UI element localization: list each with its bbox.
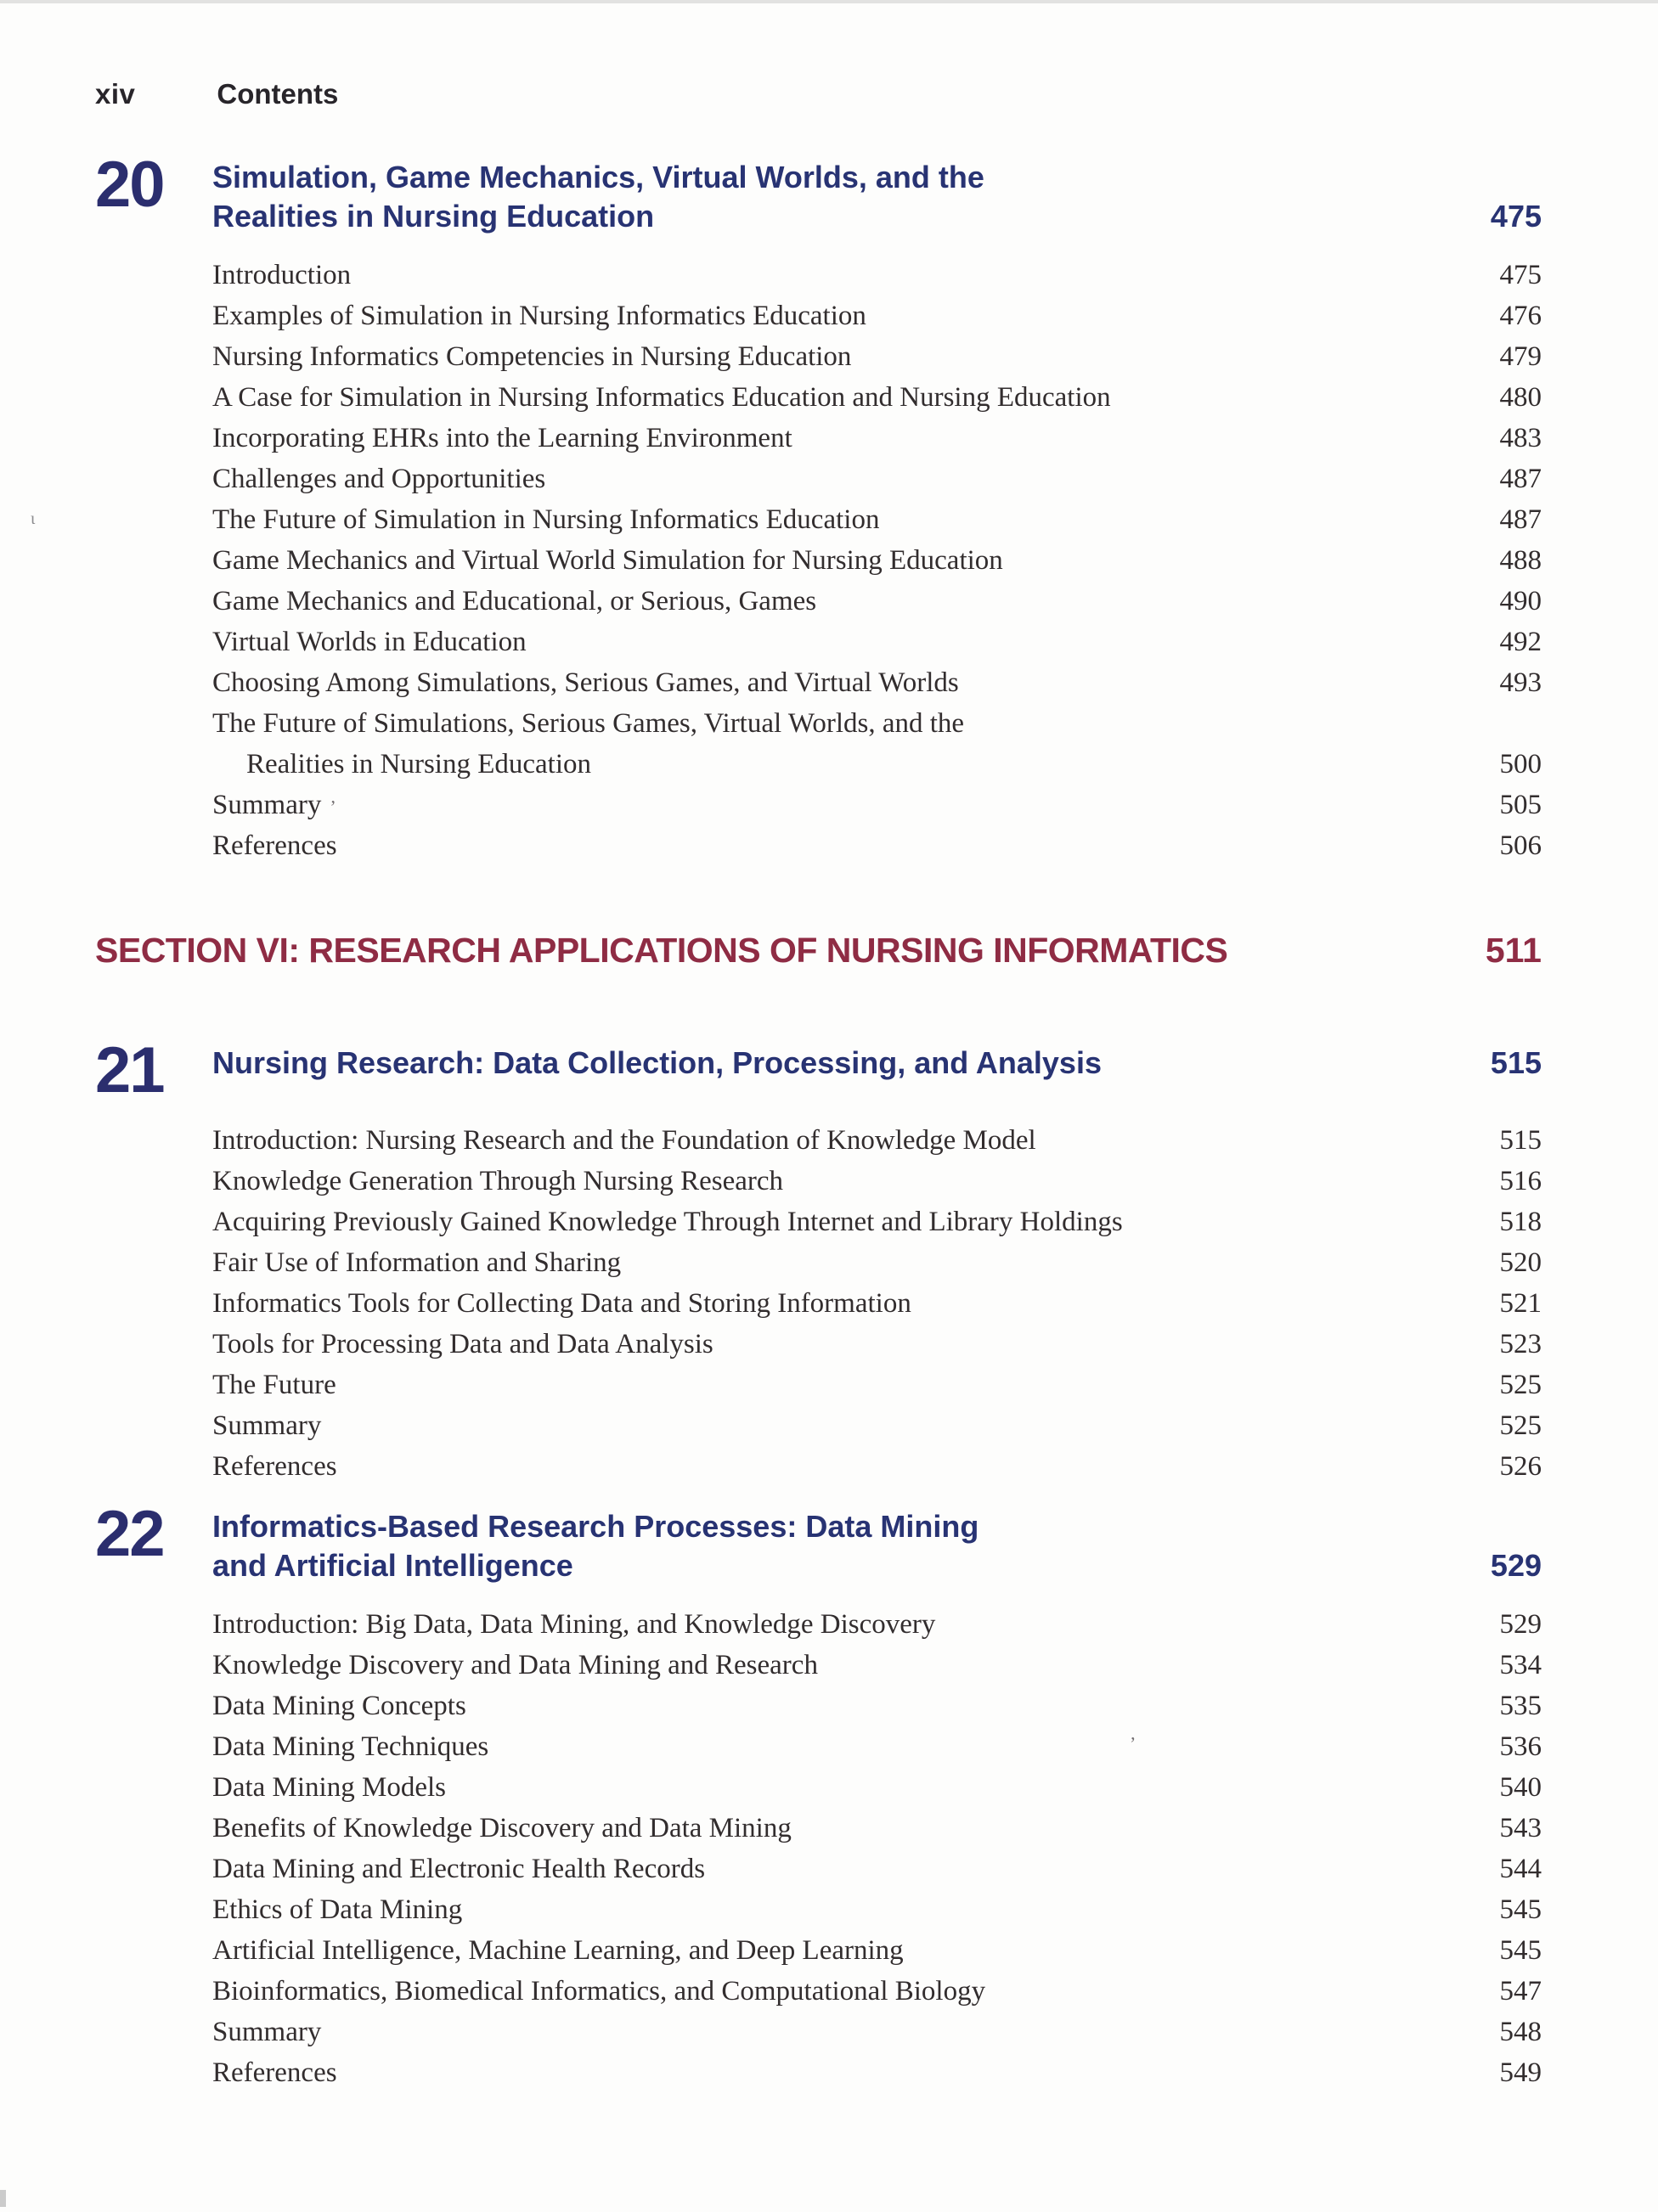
toc-entry-label: Informatics Tools for Collecting Data and Storing Information bbox=[212, 1288, 911, 1320]
toc-entry bbox=[212, 1166, 1542, 1207]
scan-artifact: ʼ bbox=[330, 796, 336, 818]
chapter-title-line: Nursing Research: Data Collection, Processing, and Analysis bbox=[212, 1045, 1102, 1080]
toc-entry-label: Benefits of Knowledge Discovery and Data Mining bbox=[212, 1813, 792, 1844]
chapter-page-number: 475 bbox=[1490, 199, 1542, 234]
toc-entry-label: Acquiring Previously Gained Knowledge Through Internet and Library Holdings bbox=[212, 1207, 1123, 1238]
toc-entry-label: The Future bbox=[212, 1370, 336, 1401]
toc-entry bbox=[212, 545, 1542, 586]
toc-entry-page: 483 bbox=[1499, 423, 1542, 453]
toc-entry bbox=[212, 708, 1542, 749]
toc-entry-label: Introduction: Nursing Research and the Foundation of Knowledge Model bbox=[212, 1125, 1036, 1157]
toc-entry-label: Knowledge Generation Through Nursing Research bbox=[212, 1166, 784, 1197]
toc-entry-page: 479 bbox=[1499, 341, 1542, 372]
toc-entry-page: 540 bbox=[1499, 1772, 1542, 1804]
toc-entry-page: 545 bbox=[1499, 1894, 1542, 1926]
chapter-page-number: 529 bbox=[1490, 1548, 1542, 1584]
chapter-21-entries bbox=[212, 1125, 1542, 1492]
toc-entry-page: 529 bbox=[1499, 1609, 1542, 1641]
toc-entry-page: 500 bbox=[1499, 749, 1542, 780]
toc-entry-page: 536 bbox=[1499, 1731, 1542, 1763]
page-header bbox=[95, 78, 1542, 110]
toc-entry-label: Tools for Processing Data and Data Analysis bbox=[212, 1329, 713, 1360]
toc-entry bbox=[212, 1370, 1542, 1410]
toc-entry bbox=[212, 749, 1542, 790]
toc-entry-page: 523 bbox=[1499, 1329, 1542, 1360]
toc-entry bbox=[212, 1813, 1542, 1854]
chapter-title-line: Simulation, Game Mechanics, Virtual Worlds, and the bbox=[212, 160, 984, 194]
toc-entry-page: 545 bbox=[1499, 1935, 1542, 1967]
scan-corner-artifact bbox=[0, 2190, 6, 2207]
toc-entry bbox=[212, 504, 1542, 545]
toc-entry bbox=[212, 1691, 1542, 1731]
toc-entry bbox=[212, 1976, 1542, 2017]
toc-entry bbox=[212, 1772, 1542, 1813]
toc-entry-page: 518 bbox=[1499, 1207, 1542, 1238]
toc-entry-page: 521 bbox=[1499, 1288, 1542, 1320]
toc-entry bbox=[212, 1410, 1542, 1451]
scan-artifact: ι bbox=[31, 509, 36, 528]
toc-entry bbox=[212, 1731, 1542, 1772]
toc-entry-label: Incorporating EHRs into the Learning Environment bbox=[212, 423, 792, 453]
scan-artifact: ʼ bbox=[1130, 1733, 1136, 1755]
toc-entry-page: 488 bbox=[1499, 545, 1542, 576]
toc-entry bbox=[212, 1247, 1542, 1288]
section-heading-label: SECTION VI: RESEARCH APPLICATIONS OF NURSING INFORMATICS bbox=[95, 931, 1228, 970]
chapter-number: 21 bbox=[95, 1034, 164, 1106]
toc-entry-page: 520 bbox=[1499, 1247, 1542, 1279]
chapter-22-entries bbox=[212, 1609, 1542, 2098]
toc-entry bbox=[212, 1125, 1542, 1166]
chapter-title bbox=[212, 156, 1542, 236]
toc-entry-page: 480 bbox=[1499, 382, 1542, 413]
toc-entry-label: A Case for Simulation in Nursing Informatics Education and Nursing Education bbox=[212, 382, 1111, 413]
toc-entry bbox=[212, 667, 1542, 708]
toc-entry-page: 544 bbox=[1499, 1854, 1542, 1885]
toc-entry bbox=[212, 1451, 1542, 1492]
toc-entry-label: Game Mechanics and Virtual World Simulation for Nursing Education bbox=[212, 545, 1003, 576]
toc-entry-label: Data Mining Concepts bbox=[212, 1691, 466, 1722]
chapter-title bbox=[212, 1042, 1542, 1100]
toc-entry bbox=[212, 627, 1542, 667]
toc-entry-label: Data Mining Techniques bbox=[212, 1731, 489, 1763]
toc-entry bbox=[212, 586, 1542, 627]
toc-entry-label: Summary bbox=[212, 790, 322, 820]
toc-entry-label: Data Mining Models bbox=[212, 1772, 446, 1804]
folio-page-number: xiv bbox=[95, 78, 136, 110]
section-heading bbox=[95, 931, 1542, 971]
toc-entry-page: 490 bbox=[1499, 586, 1542, 616]
scan-edge-artifact bbox=[0, 0, 1658, 3]
toc-entry-page: 547 bbox=[1499, 1976, 1542, 2007]
toc-entry-page: 493 bbox=[1499, 667, 1542, 698]
toc-entry-label: The Future of Simulation in Nursing Informatics Education bbox=[212, 504, 880, 535]
toc-entry-page: 515 bbox=[1499, 1125, 1542, 1157]
toc-entry bbox=[212, 1935, 1542, 1976]
toc-entry-page: 548 bbox=[1499, 2017, 1542, 2048]
toc-entry bbox=[212, 2017, 1542, 2057]
chapter-title-line: Informatics-Based Research Processes: Data Mining bbox=[212, 1509, 979, 1545]
toc-entry bbox=[212, 1288, 1542, 1329]
toc-entry-page: 535 bbox=[1499, 1691, 1542, 1722]
toc-entry-page: 516 bbox=[1499, 1166, 1542, 1197]
toc-entry-label: References bbox=[212, 1451, 337, 1483]
chapter-21-block bbox=[95, 1034, 1542, 1492]
chapter-title-line: Realities in Nursing Education bbox=[212, 199, 655, 234]
chapter-number: 22 bbox=[95, 1498, 164, 1571]
chapter-20-block bbox=[95, 149, 1542, 871]
toc-entry-page: 525 bbox=[1499, 1410, 1542, 1442]
toc-entry bbox=[212, 423, 1542, 464]
toc-entry-label: Ethics of Data Mining bbox=[212, 1894, 463, 1926]
toc-entry bbox=[212, 1650, 1542, 1691]
toc-entry-label: Virtual Worlds in Education bbox=[212, 627, 527, 657]
running-title: Contents bbox=[217, 78, 339, 110]
toc-entry bbox=[212, 464, 1542, 504]
chapter-20-heading bbox=[95, 149, 1542, 236]
chapter-title bbox=[212, 1506, 1542, 1585]
toc-entry-label: Fair Use of Information and Sharing bbox=[212, 1247, 622, 1279]
chapter-20-entries bbox=[212, 260, 1542, 871]
toc-entry-label: Realities in Nursing Education bbox=[246, 749, 592, 780]
toc-entry-page: 534 bbox=[1499, 1650, 1542, 1681]
toc-entry bbox=[212, 382, 1542, 423]
toc-entry-page: 487 bbox=[1499, 464, 1542, 494]
toc-entry-label: Choosing Among Simulations, Serious Games, and Virtual Worlds bbox=[212, 667, 959, 698]
toc-entry-page: 487 bbox=[1499, 504, 1542, 535]
toc-entry-label: Introduction: Big Data, Data Mining, and Knowledge Discovery bbox=[212, 1609, 936, 1641]
section-page-number: 511 bbox=[1485, 931, 1542, 970]
chapter-title-line: and Artificial Intelligence bbox=[212, 1548, 573, 1584]
toc-entry bbox=[212, 1609, 1542, 1650]
toc-entry bbox=[212, 301, 1542, 341]
toc-entry-page: 543 bbox=[1499, 1813, 1542, 1844]
chapter-22-heading bbox=[95, 1498, 1542, 1585]
toc-entry bbox=[212, 790, 1542, 830]
toc-entry bbox=[212, 830, 1542, 871]
toc-entry-label: Game Mechanics and Educational, or Serious, Games bbox=[212, 586, 817, 616]
toc-entry-label: The Future of Simulations, Serious Games, Virtual Worlds, and the bbox=[212, 708, 965, 739]
toc-entry-label: Nursing Informatics Competencies in Nursing Education bbox=[212, 341, 852, 372]
toc-entry bbox=[212, 1329, 1542, 1370]
chapter-number: 20 bbox=[95, 149, 164, 221]
toc-entry bbox=[212, 1854, 1542, 1894]
toc-entry-page: 549 bbox=[1499, 2057, 1542, 2089]
toc-entry-label: Data Mining and Electronic Health Records bbox=[212, 1854, 706, 1885]
toc-entry-label: Artificial Intelligence, Machine Learning, and Deep Learning bbox=[212, 1935, 904, 1967]
toc-entry-page: 492 bbox=[1499, 627, 1542, 657]
toc-entry-label: References bbox=[212, 2057, 337, 2089]
toc-entry-label: Examples of Simulation in Nursing Informatics Education bbox=[212, 301, 866, 331]
toc-entry bbox=[212, 1894, 1542, 1935]
toc-entry-label: Knowledge Discovery and Data Mining and Research bbox=[212, 1650, 818, 1681]
toc-entry-page: 506 bbox=[1499, 830, 1542, 861]
toc-entry-page: 526 bbox=[1499, 1451, 1542, 1483]
toc-entry-label: Challenges and Opportunities bbox=[212, 464, 546, 494]
toc-entry-page: 475 bbox=[1499, 260, 1542, 290]
toc-entry-label: References bbox=[212, 830, 337, 861]
toc-entry-label: Summary bbox=[212, 1410, 322, 1442]
toc-entry-label: Summary bbox=[212, 2017, 322, 2048]
toc-entry bbox=[212, 260, 1542, 301]
chapter-22-block bbox=[95, 1498, 1542, 2098]
toc-entry bbox=[212, 1207, 1542, 1247]
toc-entry-label: Introduction bbox=[212, 260, 352, 290]
toc-entry bbox=[212, 2057, 1542, 2098]
toc-entry-page: 505 bbox=[1499, 790, 1542, 820]
toc-entry-page: 525 bbox=[1499, 1370, 1542, 1401]
chapter-21-heading bbox=[95, 1034, 1542, 1106]
toc-entry-label: Bioinformatics, Biomedical Informatics, and Computational Biology bbox=[212, 1976, 986, 2007]
chapter-page-number: 515 bbox=[1490, 1045, 1542, 1080]
toc-entry bbox=[212, 341, 1542, 382]
toc-entry-page: 476 bbox=[1499, 301, 1542, 331]
